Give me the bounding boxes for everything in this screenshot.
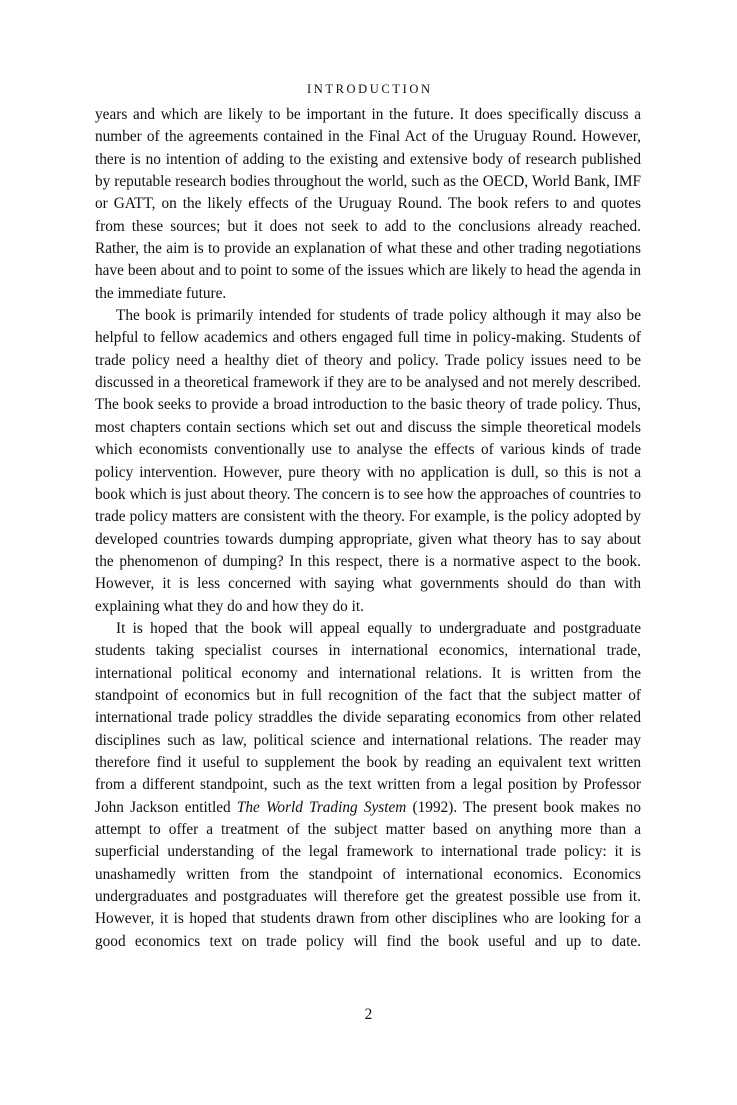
paragraph-scope bbox=[95, 618, 641, 976]
page-number: 2 bbox=[364, 1006, 373, 1023]
running-head: INTRODUCTION bbox=[306, 82, 433, 96]
paragraph-continuation: years and which are likely to be important in the future. It does specifically discuss a number of the agreements contained in the Final Act of the Uruguay Round. However, there is no intention of adding to the existing and extensive body of research published by reputable research bodies throughout the world, such as the OECD, World Bank, IMF or GATT, on the likely effects of the Uruguay Round. The book refers to and quotes from these sources; but it does not seek to add to the conclusions already reached. Rather, the aim is to provide an explanation of what these and other trading negotiations have been about and to point to some of the issues which are likely to head the agenda in the immediate future. bbox=[95, 106, 641, 302]
body-text-block bbox=[95, 104, 641, 975]
paragraph-scope-text-before-title: It is hoped that the book will appeal equally to undergraduate and postgraduate students taking specialist courses in international economics, international trade, international political economy and international relations. It is written from the standpoint of economics but in full recognition of the fact that the subject matter of international trade policy straddles the divide separating economics from other related disciplines such as law, political science and international relations. The reader may therefore find it useful to supplement the book by reading an equivalent text written from a different standpoint, such as the text written from a legal position by Professor John Jackson entitled bbox=[95, 619, 641, 816]
paragraph-audience: The book is primarily intended for students of trade policy although it may also be helpful to fellow academics and others engaged full time in policy-making. Students of trade policy need a healthy diet of theory and policy. Trade policy issues need to be discussed in a theoretical framework if they are to be analysed and not merely described. The book seeks to provide a broad introduction to the basic theory of trade policy. Thus, most chapters contain sections which set out and discuss the simple theoretical models which economists conventionally use to analyse the effects of various kinds of trade policy intervention. However, pure theory with no application is dull, so this is not a book which is just about theory. The concern is to see how the approaches of countries to trade policy matters are consistent with the theory. For example, is the policy adopted by developed countries towards dumping appropriate, given what theory has to say about the phenomenon of dumping? In this respect, there is a normative aspect to the book. However, it is less concerned with saying what governments should do than with explaining what they do and how they do it. bbox=[95, 307, 641, 615]
book-title-italic: The World Trading System bbox=[236, 798, 407, 816]
paragraph-scope-text-after-title: (1992). The present book makes no attempt to offer a treatment of the subject matter based on anything more than a superficial understanding of the legal framework to international trade policy: it is unashamedly written from the standpoint of international economics. Economics undergraduates and postgraduates will therefore get the greatest possible use from it. However, it is hoped that students drawn from other disciplines who are looking for a good economics text on trade policy will find the book useful and up to date. bbox=[95, 798, 641, 950]
